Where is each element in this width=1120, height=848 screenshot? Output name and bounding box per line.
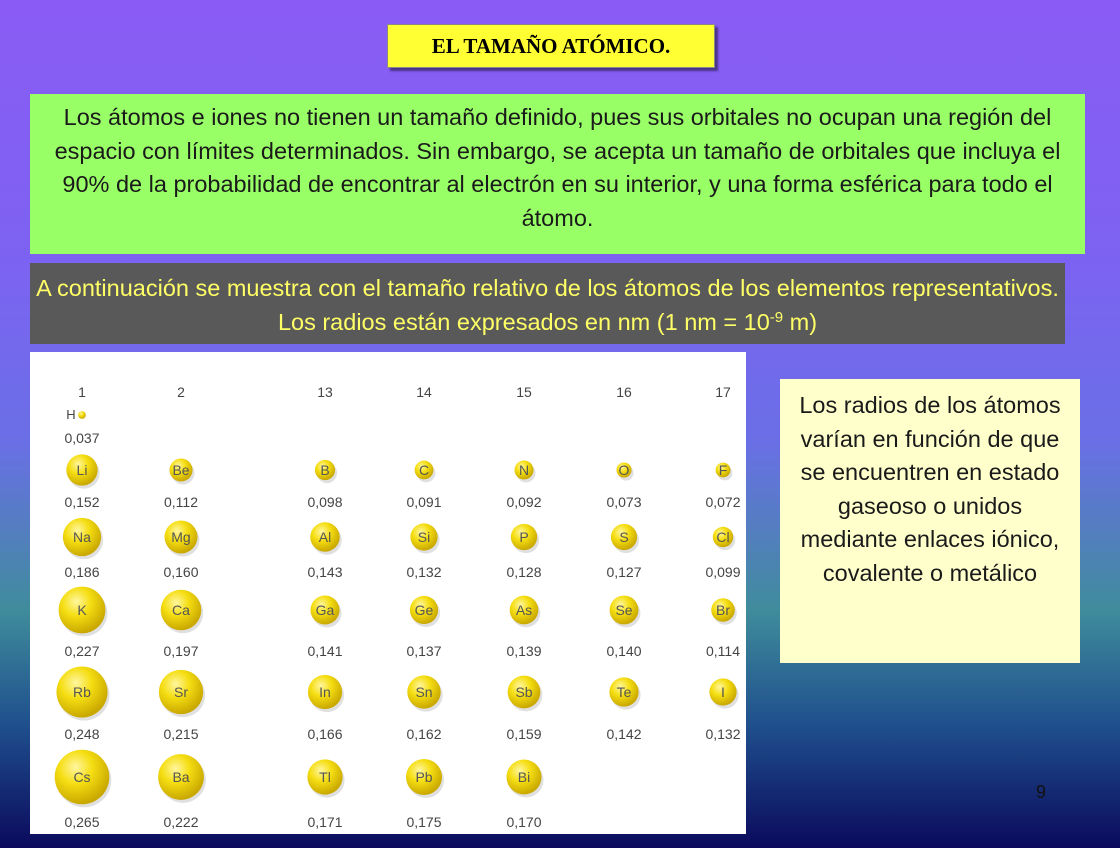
element-symbol: F [718, 462, 728, 478]
group-header: 17 [715, 384, 731, 400]
element-symbol: S [619, 529, 629, 545]
atomic-radius-label: 0,099 [705, 564, 741, 580]
element-symbol: Ga [315, 602, 335, 618]
element-symbol: P [519, 529, 529, 545]
atomic-radius-label: 0,171 [307, 814, 343, 830]
atomic-radius-label: 0,098 [307, 494, 343, 510]
atomic-radii-table [30, 352, 746, 834]
element-symbol: Ba [172, 769, 190, 785]
atomic-radii-figure [30, 352, 746, 834]
atomic-radius-label: 0,222 [163, 814, 199, 830]
element-symbol: Bi [517, 769, 531, 785]
atomic-radius-label: 0,160 [163, 564, 199, 580]
atomic-radius-label: 0,142 [606, 726, 642, 742]
element-symbol: Cs [73, 769, 91, 785]
atomic-radius-label: 0,197 [163, 643, 199, 659]
atomic-radius-label: 0,159 [506, 726, 542, 742]
atomic-radius-label: 0,114 [706, 643, 740, 659]
subtitle-text: A continuación se muestra con el tamaño relativo de los átomos de los elementos representativos. Los radios están expresados en nm (1 nm = 10 [36, 275, 1059, 335]
atomic-radius-label: 0,140 [606, 643, 642, 659]
atomic-radius-label: 0,162 [406, 726, 442, 742]
subtitle-suffix: m) [783, 309, 818, 335]
element-symbol: Ca [172, 602, 190, 618]
atomic-radius-label: 0,141 [307, 643, 343, 659]
element-symbol: H [66, 407, 76, 422]
atomic-radius-label: 0,248 [64, 726, 100, 742]
atomic-radius-label: 0,132 [406, 564, 442, 580]
element-symbol: B [320, 462, 330, 478]
element-symbol: Sn [415, 684, 433, 700]
atomic-radius-label: 0,152 [64, 494, 100, 510]
atomic-radius-label: 0,128 [506, 564, 542, 580]
element-symbol: N [518, 462, 530, 478]
atomic-radius-label: 0,143 [307, 564, 343, 580]
element-symbol: Se [615, 602, 633, 618]
note-text: Los radios de los átomos varían en función de que se encuentren en estado gaseoso o unidos mediante enlaces iónico, covalente o metálico [799, 392, 1061, 586]
atomic-radius-label: 0,037 [64, 430, 100, 446]
element-symbol: Cl [716, 529, 730, 545]
atomic-radius-label: 0,139 [506, 643, 542, 659]
element-symbol: Sr [174, 684, 188, 700]
element-symbol: Si [417, 529, 431, 545]
atomic-radius-label: 0,166 [307, 726, 343, 742]
group-header: 16 [616, 384, 632, 400]
atomic-radius-label: 0,092 [506, 494, 542, 510]
intro-text-box [30, 94, 1085, 254]
element-symbol: Al [318, 529, 332, 545]
group-header: 2 [177, 384, 185, 400]
element-symbol: C [418, 462, 430, 478]
atomic-radius-label: 0,227 [64, 643, 100, 659]
atomic-radius-label: 0,175 [406, 814, 442, 830]
atomic-radius-label: 0,215 [163, 726, 199, 742]
element-symbol: Rb [73, 684, 91, 700]
element-symbol: Mg [171, 529, 191, 545]
element-symbol: Li [76, 462, 88, 478]
element-symbol: As [515, 602, 533, 618]
atomic-radius-label: 0,127 [606, 564, 642, 580]
atomic-radius-label: 0,265 [64, 814, 100, 830]
subtitle-exponent: -9 [769, 309, 784, 326]
element-symbol: K [77, 602, 87, 618]
subtitle-box [30, 263, 1065, 344]
intro-text: Los átomos e iones no tienen un tamaño definido, pues sus orbitales no ocupan una región del espacio con límites determinados. Sin embargo, se acepta un tamaño de orbitales que incluya el 90% de la probabilidad de encontrar al electrón en su interior, y una forma esférica para todo el átomo. [54, 104, 1061, 231]
atomic-radius-label: 0,073 [606, 494, 642, 510]
element-symbol: Br [716, 602, 730, 618]
element-symbol: Ge [414, 602, 434, 618]
element-symbol: In [319, 684, 331, 700]
element-symbol: I [721, 684, 725, 700]
atomic-radius-label: 0,132 [705, 726, 741, 742]
element-symbol: Be [172, 462, 190, 478]
page-number: 9 [1036, 782, 1047, 802]
atomic-radius-label: 0,170 [506, 814, 542, 830]
slide-title-text: EL TAMAÑO ATÓMICO. [431, 33, 671, 58]
element-symbol: Na [73, 529, 91, 545]
group-header: 13 [317, 384, 333, 400]
atomic-radius-label: 0,091 [406, 494, 442, 510]
group-header: 1 [78, 384, 86, 400]
atomic-radius-label: 0,112 [164, 494, 198, 510]
group-header: 14 [416, 384, 432, 400]
element-symbol: Pb [415, 769, 433, 785]
element-symbol: Sb [515, 684, 533, 700]
element-symbol: Te [616, 684, 632, 700]
atomic-radius-label: 0,137 [406, 643, 442, 659]
atomic-radius-label: 0,072 [705, 494, 741, 510]
element-symbol: Tl [319, 769, 331, 785]
atom-sphere [78, 411, 86, 419]
note-box [780, 379, 1080, 663]
slide-title [387, 24, 715, 68]
element-symbol: O [618, 462, 630, 478]
group-header: 15 [516, 384, 532, 400]
atomic-radius-label: 0,186 [64, 564, 100, 580]
